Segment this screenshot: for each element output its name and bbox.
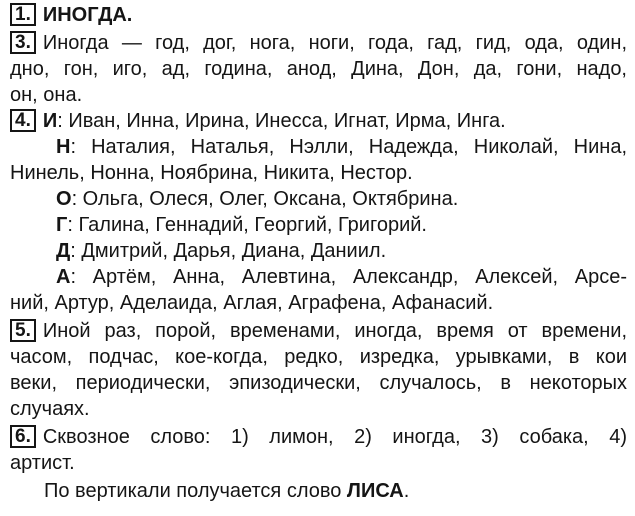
section-4-line-n — [56, 134, 627, 160]
section-number-6: 6. — [10, 425, 36, 448]
section-5-text-1: Иной раз, порой, временами, иногда, время от времени, — [42, 320, 627, 342]
section-number-3: 3. — [10, 31, 36, 54]
names-n-continued: Нинель, Нонна, Ноябрина, Никита, Нестор. — [10, 162, 413, 184]
section-4-line-i — [10, 108, 627, 134]
vertical-word: ЛИСА — [346, 480, 404, 502]
letter-n: Н — [56, 136, 71, 158]
letter-a: А — [56, 266, 71, 288]
names-a: : Артём, Анна, Алевтина, Александр, Алексей, Арсе- — [70, 266, 627, 288]
section-6-text-2: артист. — [10, 452, 75, 474]
names-i: : Иван, Инна, Ирина, Инесса, Игнат, Ирма, Инга. — [57, 110, 506, 132]
section-3-text-1: Иногда — год, дог, нога, ноги, года, гад, гид, ода, один, — [42, 32, 627, 54]
section-5-line-1 — [10, 318, 627, 344]
section-number-4: 4. — [10, 109, 36, 132]
section-3-text-2: дно, гон, иго, ад, година, анод, Дина, Дон, да, гони, надо, — [10, 58, 627, 80]
section-4-line-a — [56, 264, 627, 290]
section-1 — [10, 2, 627, 28]
letter-d: Д — [56, 240, 71, 262]
letter-i: И — [42, 110, 58, 132]
section-5-line-2 — [10, 344, 627, 370]
section-6-line-2 — [10, 450, 627, 476]
section-6-line-1 — [10, 424, 627, 450]
section-6-text-3-end: . — [403, 480, 410, 502]
names-n: : Наталия, Наталья, Нэлли, Надежда, Николай, Нина, — [70, 136, 627, 158]
section-5-line-3 — [10, 370, 627, 396]
section-3-line-2 — [10, 56, 627, 82]
letter-g: Г — [56, 214, 68, 236]
section-4-line-a-cont — [10, 290, 627, 316]
section-3-line-1 — [10, 30, 627, 56]
answer-word: ИНОГДА. — [42, 4, 133, 26]
names-d: : Дмитрий, Дарья, Диана, Даниил. — [70, 240, 387, 262]
names-o: : Ольга, Олеся, Олег, Оксана, Октябрина. — [71, 188, 459, 210]
section-4-line-o — [56, 186, 627, 212]
section-5-text-3: веки, периодически, эпизодически, случалось, в некоторых — [10, 372, 627, 394]
names-a-continued: ний, Артур, Аделаида, Аглая, Аграфена, Афанасий. — [10, 292, 494, 314]
section-5-line-4 — [10, 396, 627, 422]
names-g: : Галина, Геннадий, Георгий, Григорий. — [67, 214, 427, 236]
section-number-5: 5. — [10, 319, 36, 342]
section-3-line-3 — [10, 82, 627, 108]
section-number-1: 1. — [10, 3, 36, 26]
section-6-text-1: Сквозное слово: 1) лимон, 2) иногда, 3) собака, 4) — [42, 426, 627, 448]
section-6-line-3 — [44, 478, 627, 504]
section-5-text-2: часом, подчас, кое-когда, редко, изредка, урывками, в кои — [10, 346, 627, 368]
section-4-line-g — [56, 212, 627, 238]
section-5-text-4: случаях. — [10, 398, 90, 420]
section-6-text-3: По вертикали получается слово — [44, 480, 347, 502]
letter-o: О — [56, 188, 72, 210]
section-4-line-d — [56, 238, 627, 264]
section-4-line-n-cont — [10, 160, 627, 186]
section-3-text-3: он, она. — [10, 84, 83, 106]
